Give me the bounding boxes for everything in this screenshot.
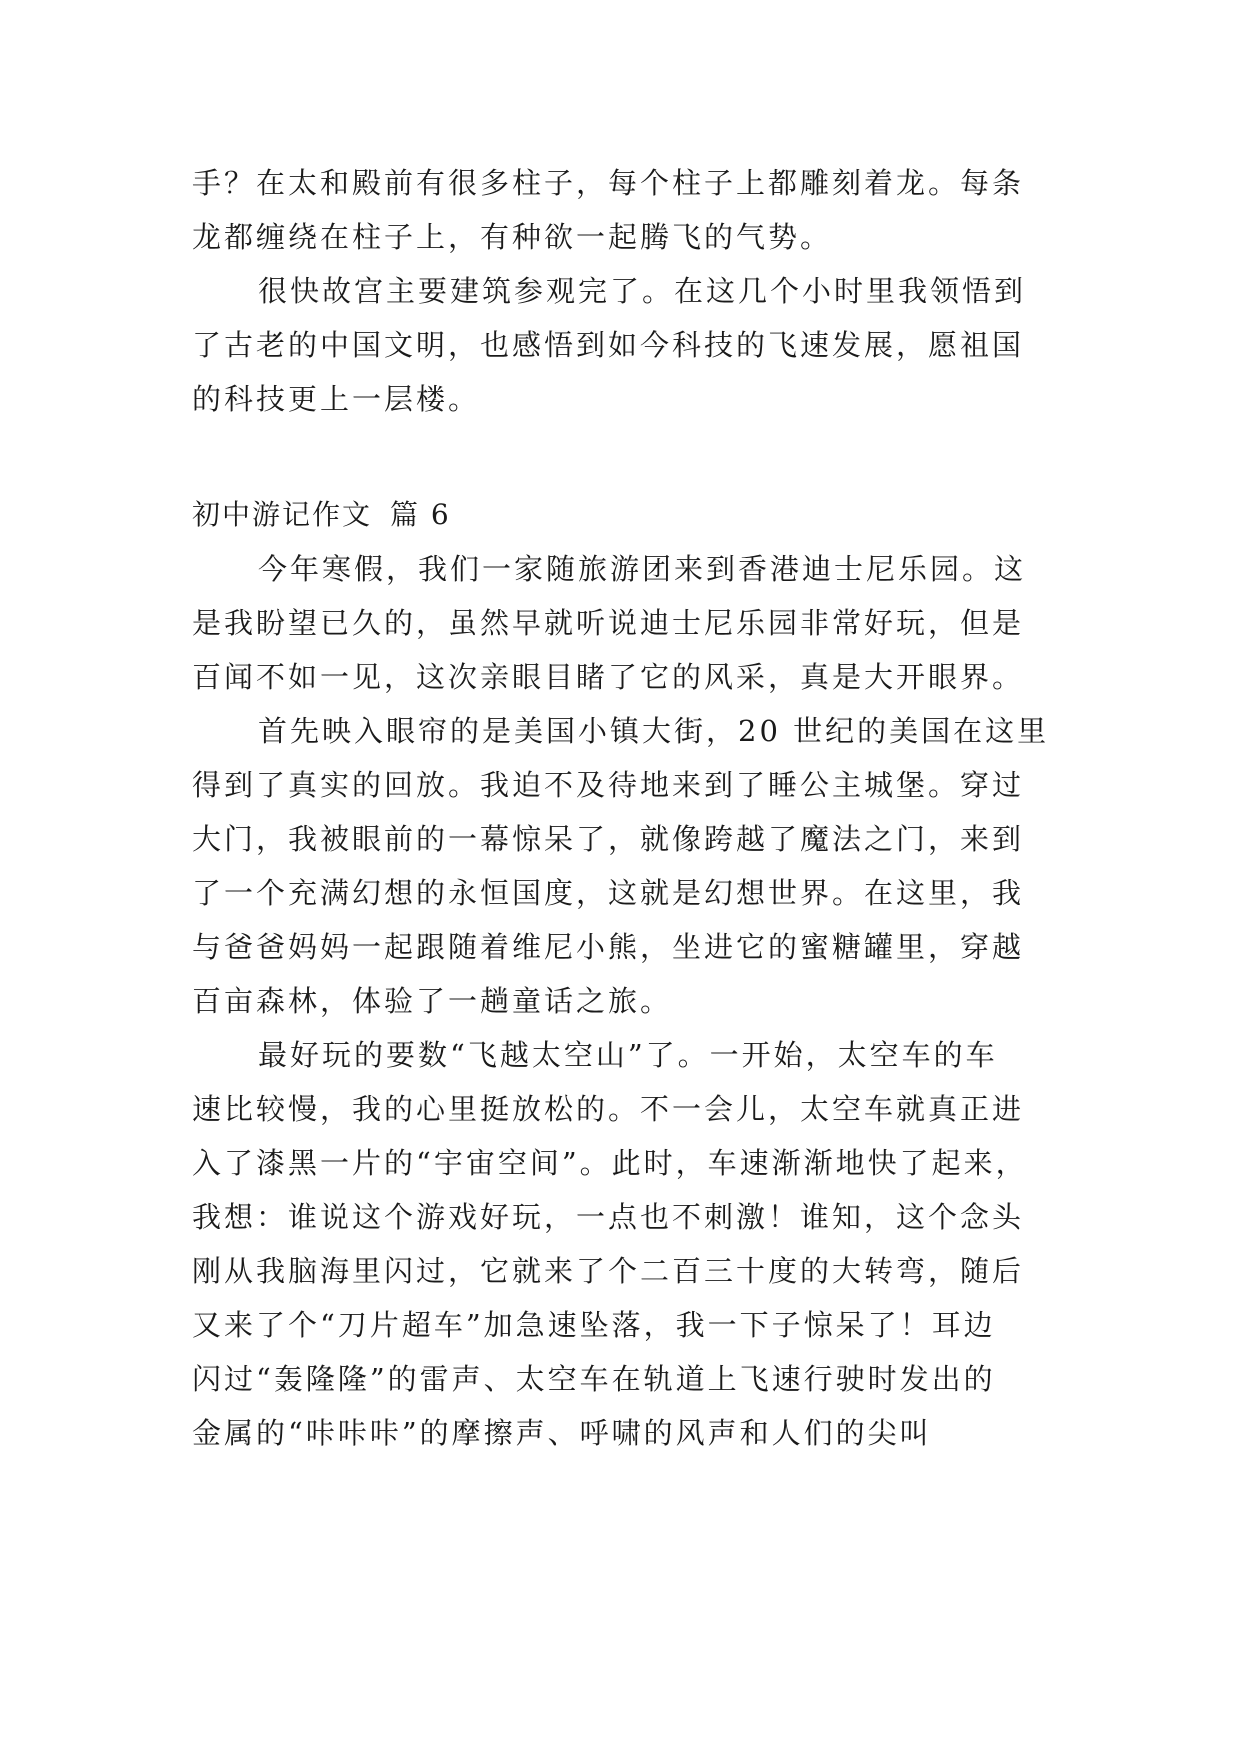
paragraph [192,264,1062,426]
section-spacer [192,426,1062,488]
text-line: 百亩森林，体验了一趟童话之旅。 [192,984,673,1018]
text-line: 首先映入眼帘的是美国小镇大街，20 世纪的美国在这里 [258,714,1050,748]
paragraph [192,156,1062,264]
text-line: 百闻不如一见，这次亲眼目睹了它的风采，真是大开眼界。 [192,660,1025,694]
text-line: 最好玩的要数“飞越太空山”了。一开始，太空车的车 [258,1038,998,1072]
text-line: 刚从我脑海里闪过，它就来了个二百三十度的大转弯，随后 [192,1254,1025,1288]
text-line: 今年寒假，我们一家随旅游团来到香港迪士尼乐园。这 [258,552,1027,586]
text-line: 了古老的中国文明，也感悟到如今科技的飞速发展，愿祖国 [192,328,1025,362]
text-line: 我想：谁说这个游戏好玩，一点也不刺激！谁知，这个念头 [192,1200,1025,1234]
paragraph [192,704,1062,1028]
text-line: 是我盼望已久的，虽然早就听说迪士尼乐园非常好玩，但是 [192,606,1025,640]
text-line: 大门，我被眼前的一幕惊呆了，就像跨越了魔法之门，来到 [192,822,1025,856]
text-line: 的科技更上一层楼。 [192,382,481,416]
text-line: 龙都缠绕在柱子上，有种欲一起腾飞的气势。 [192,220,833,254]
text-line: 速比较慢，我的心里挺放松的。不一会儿，太空车就真正进 [192,1092,1025,1126]
text-line: 手？在太和殿前有很多柱子，每个柱子上都雕刻着龙。每条 [192,166,1025,200]
document-body [192,156,1062,1460]
text-line: 闪过“轰隆隆”的雷声、太空车在轨道上飞速行驶时发出的 [192,1362,996,1396]
section-heading [192,488,1062,542]
text-line: 了一个充满幻想的永恒国度，这就是幻想世界。在这里，我 [192,876,1025,910]
text-line: 很快故宫主要建筑参观完了。在这几个小时里我领悟到 [258,274,1027,308]
paragraph [192,542,1062,704]
text-line: 又来了个“刀片超车”加急速坠落，我一下子惊呆了！耳边 [192,1308,996,1342]
text-line: 金属的“咔咔咔”的摩擦声、呼啸的风声和人们的尖叫 [192,1416,932,1450]
text-line: 与爸爸妈妈一起跟随着维尼小熊，坐进它的蜜糖罐里，穿越 [192,930,1025,964]
text-line: 得到了真实的回放。我迫不及待地来到了睡公主城堡。穿过 [192,768,1025,802]
section-title: 初中游记作文 [192,498,373,531]
text-line: 入了漆黑一片的“宇宙空间”。此时，车速渐渐地快了起来， [192,1146,1028,1180]
paragraph [192,1028,1062,1460]
section-number: 篇 6 [390,498,451,531]
